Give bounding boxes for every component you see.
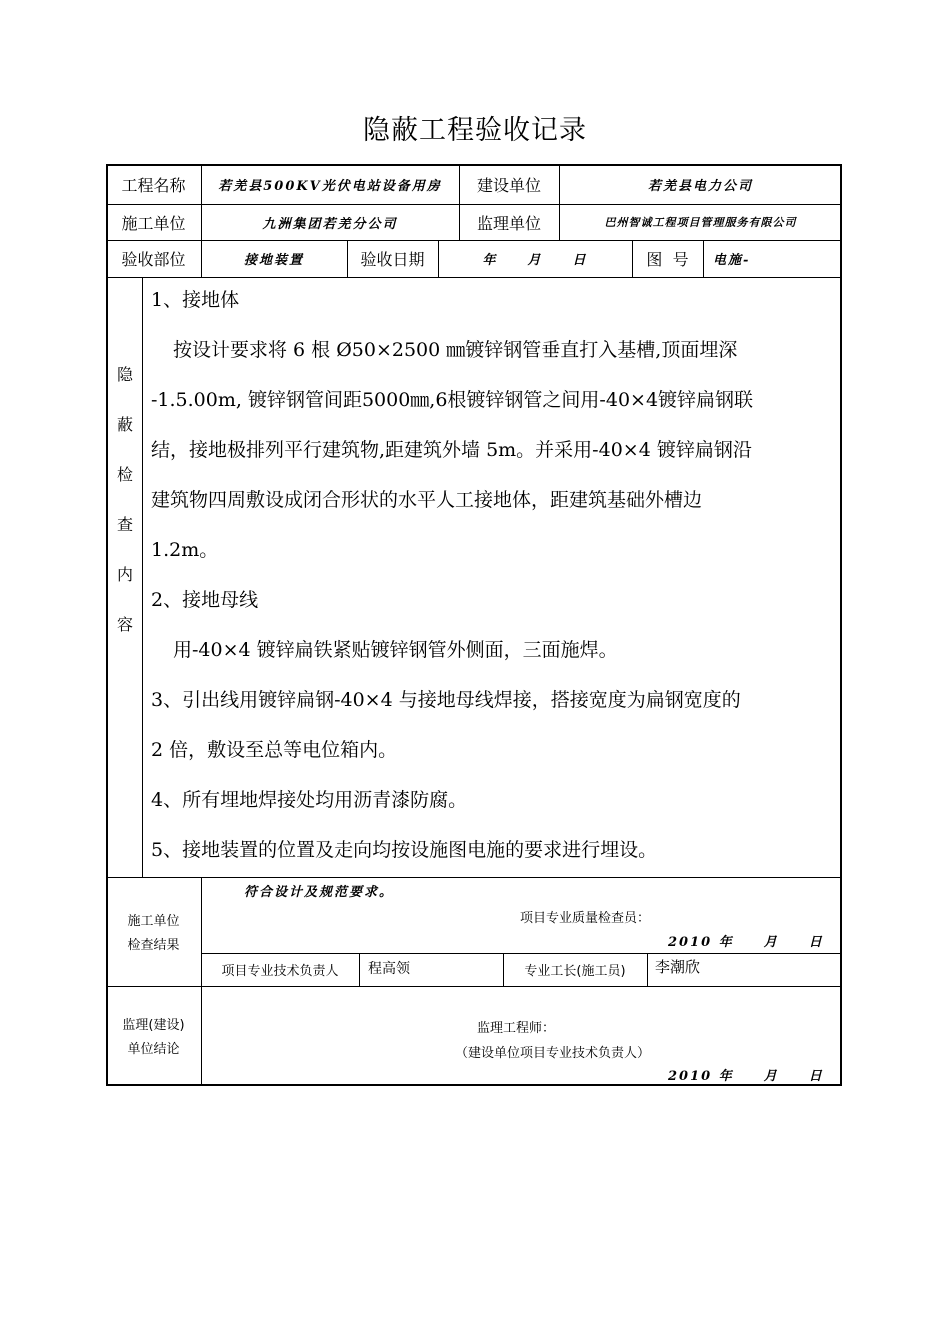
content-line: 3、引出线用镀锌扁钢-40×4 与接地母线焊接，搭接宽度为扁钢宽度的 bbox=[151, 689, 741, 711]
label-line: 监理(建设) bbox=[122, 1018, 185, 1033]
project-name-value: 若羌县500KV光伏电站设备用房 bbox=[218, 178, 442, 194]
column-divider bbox=[142, 277, 143, 877]
inspection-side-label bbox=[108, 350, 142, 650]
side-char: 蔽 bbox=[116, 415, 133, 434]
content-line: 5、接地装置的位置及走向均按设施图电施的要求进行埋设。 bbox=[151, 839, 658, 861]
label-acceptance-part: 验收部位 bbox=[121, 250, 186, 269]
label-acceptance-date: 验收日期 bbox=[360, 250, 425, 269]
content-line: 用-40×4 镀锌扁铁紧贴镀锌钢管外侧面，三面施焊。 bbox=[173, 639, 618, 661]
label-line: 检查结果 bbox=[127, 938, 180, 953]
column-divider bbox=[647, 953, 648, 986]
conclusion-date: 2010 年 月 日 bbox=[668, 1069, 824, 1084]
side-char: 内 bbox=[116, 565, 133, 584]
contractor-value: 九洲集团若羌分公司 bbox=[262, 216, 398, 232]
inspection-content bbox=[151, 275, 833, 875]
label-contractor: 施工单位 bbox=[121, 213, 186, 233]
foreman-label: 专业工长(施工员) bbox=[524, 964, 626, 979]
supervisor-value: 巴州智诚工程项目管理服务有限公司 bbox=[604, 216, 797, 229]
check-date: 2010 年 月 日 bbox=[668, 935, 824, 950]
content-line: -1.5.00m, 镀锌钢管间距5000㎜,6根镀锌钢管之间用-40×4镀锌扁钢联 bbox=[151, 389, 754, 411]
content-line: 2 倍，敷设至总等电位箱内。 bbox=[151, 739, 398, 761]
label-drawing-number: 图 号 bbox=[646, 250, 689, 269]
acceptance-part-value: 接地装置 bbox=[243, 253, 304, 268]
content-line: 1、接地体 bbox=[151, 289, 240, 311]
builder-value: 若羌县电力公司 bbox=[647, 178, 753, 194]
content-line: 1.2m。 bbox=[151, 539, 219, 561]
tech-lead-name: 程高领 bbox=[368, 961, 410, 977]
quality-inspector-label: 项目专业质量检查员： bbox=[520, 911, 651, 926]
row-divider bbox=[106, 877, 842, 878]
content-line: 按设计要求将 6 根 Ø50×2500 ㎜镀锌钢管垂直打入基槽,顶面埋深 bbox=[173, 339, 738, 361]
content-line: 建筑物四周敷设成闭合形状的水平人工接地体，距建筑基础外槽边 bbox=[151, 489, 703, 511]
content-line: 结，接地极排列平行建筑物,距建筑外墙 5m。并采用-40×4 镀锌扁钢沿 bbox=[151, 439, 752, 461]
side-char: 检 bbox=[116, 465, 133, 484]
tech-lead-label: 项目专业技术负责人 bbox=[221, 964, 339, 979]
side-char: 隐 bbox=[116, 365, 133, 384]
supervising-engineer-note: （建设单位项目专业技术负责人） bbox=[455, 1046, 651, 1061]
check-result: 符合设计及规范要求。 bbox=[244, 885, 395, 900]
label-line: 施工单位 bbox=[127, 914, 180, 929]
document-title: 隐蔽工程验收记录 bbox=[363, 115, 587, 146]
content-line: 2、接地母线 bbox=[151, 589, 259, 611]
row-divider bbox=[106, 986, 842, 987]
drawing-number-value: 电施- bbox=[713, 253, 751, 268]
supervising-engineer-label: 监理工程师： bbox=[477, 1021, 556, 1036]
content-line: 4、所有埋地焊接处均用沥青漆防腐。 bbox=[151, 789, 468, 811]
side-char: 容 bbox=[116, 615, 133, 634]
side-char: 查 bbox=[116, 515, 133, 534]
supervisor-conclusion-label bbox=[106, 1014, 201, 1062]
label-line: 单位结论 bbox=[127, 1042, 180, 1057]
label-supervisor: 监理单位 bbox=[476, 213, 541, 233]
label-builder: 建设单位 bbox=[476, 175, 541, 195]
contractor-check-label bbox=[106, 910, 201, 958]
column-divider bbox=[359, 953, 360, 986]
foreman-name: 李潮欣 bbox=[655, 958, 701, 976]
acceptance-date-value: 年 月 日 bbox=[482, 253, 588, 268]
label-project-name: 工程名称 bbox=[121, 175, 186, 195]
